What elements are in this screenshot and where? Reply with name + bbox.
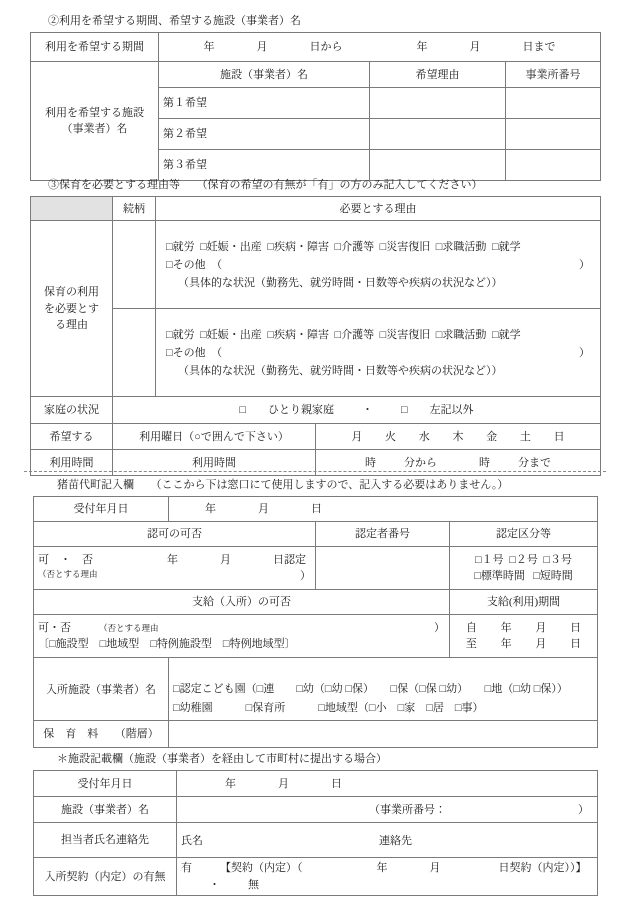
section-3-table: [30, 196, 601, 397]
choice-1-label[interactable]: 第１希望: [159, 88, 370, 119]
weekday-wed[interactable]: 水: [418, 430, 430, 443]
table-row-contact: [34, 823, 598, 858]
facility-receipt-month: 月: [278, 777, 289, 790]
period-year-from-admin: 年: [500, 621, 512, 634]
approval-reason-row: [38, 568, 311, 585]
relation-input-1[interactable]: [113, 221, 156, 309]
dashed-separator: [24, 471, 606, 472]
admitted-facility-line1[interactable]: □認定こども園（□連 □幼（□幼 □保） □保（□保 □幼） □地（□幼 □保））: [173, 683, 568, 696]
checkbox-other-than-left[interactable]: □ 左記以外: [401, 404, 474, 417]
facility-entry-table: [33, 770, 598, 896]
payment-fields[interactable]: [34, 615, 450, 658]
payment-types-row[interactable]: 〔□施設型 □地域型 □特例施設型 □特例地域型〕: [38, 638, 296, 651]
admin-approval-table: [33, 496, 598, 590]
checkbox-class-2[interactable]: □２号: [509, 553, 538, 566]
reason-label-line2: を必要とす: [44, 302, 99, 315]
facility-entry-section: [33, 752, 597, 896]
approval-fields[interactable]: [34, 547, 316, 590]
section-2-caption: ②利用を希望する期間、希望する施設（事業者）名: [48, 15, 301, 27]
certification-class-row1: [454, 552, 593, 569]
period-day-from: 日から: [309, 41, 343, 54]
certification-class-row2: [454, 568, 593, 585]
reason-section-label: [31, 221, 113, 397]
checkbox-pregnancy[interactable]: □妊娠・出産: [200, 240, 262, 253]
reason-other-row-2: [166, 344, 594, 362]
fee-input[interactable]: [169, 720, 598, 747]
admitted-facility-options[interactable]: [169, 658, 598, 720]
contact-phone-label: 連絡先: [379, 835, 412, 848]
facility-label-line2: （事業者）名: [61, 123, 128, 136]
other-paren-close: ）: [579, 258, 590, 271]
certification-class-options[interactable]: [450, 547, 598, 590]
checkbox-nursing-care[interactable]: □介護等: [334, 240, 375, 253]
period-marker-from: 自: [465, 621, 477, 634]
choice-1-office-number[interactable]: [506, 88, 601, 119]
payment-reason-close: ）: [434, 621, 445, 634]
header-facility-name: 施設（事業者）名: [159, 62, 370, 88]
desired-time-label-line2: 利用時間: [31, 450, 113, 476]
payment-yes-no-row: [38, 620, 445, 637]
payment-reason-label: （否とする理由: [99, 622, 159, 633]
admin-receipt-date-fields[interactable]: [169, 497, 598, 522]
checkbox-schooling[interactable]: □就学: [491, 240, 521, 253]
facility-office-number-row: [181, 802, 593, 819]
admin-caption: 猪苗代町記入欄 （ここから下は窓口にて使用しますので、記入する必要はありません。）: [57, 479, 509, 491]
reason-note-1: （具体的な状況（勤務先、就労時間・日数等や疾病の状況など））: [178, 276, 503, 289]
table-row-reason-2: [31, 309, 601, 397]
choice-3-office-number[interactable]: [506, 150, 601, 181]
reason-checkbox-group-1: [160, 235, 596, 295]
facility-receipt-date-label: 受付年月日: [34, 771, 177, 797]
table-row-family-status: [31, 397, 601, 424]
table-row-admin-headers: [34, 522, 598, 547]
contract-yes[interactable]: 有: [181, 862, 192, 875]
period-day-to-admin: 日: [570, 638, 582, 651]
facility-receipt-day: 日: [331, 777, 342, 790]
checkbox-disaster-recovery[interactable]: □災害復旧: [379, 240, 431, 253]
contact-name-label: 氏名: [181, 835, 203, 848]
table-row-payment-headers: [34, 590, 598, 615]
fee-label: 保 育 料 （階層）: [34, 720, 169, 747]
period-month-from: 月: [256, 41, 268, 54]
contract-bracket-close: 日契約（内定））】: [498, 862, 587, 875]
checkbox-class-3[interactable]: □３号: [543, 553, 572, 566]
weekday-fri[interactable]: 金: [486, 430, 498, 443]
period-month-from-admin: 月: [535, 621, 547, 634]
family-status-label: 家庭の状況: [31, 397, 113, 424]
checkbox-other-2[interactable]: □その他 （: [166, 346, 223, 359]
table-row-reason-1: [31, 221, 601, 309]
facility-name-label: 施設（事業者）名: [34, 797, 177, 823]
checkbox-standard-time[interactable]: □標準時間: [474, 570, 525, 583]
facility-entry-caption: ＊施設記載欄（施設（事業者）を経由して市町村に提出する場合）: [57, 753, 387, 765]
checkbox-illness[interactable]: □疾病・障害: [267, 240, 329, 253]
checkbox-illness-2[interactable]: □疾病・障害: [267, 328, 329, 341]
facility-label: [31, 62, 159, 181]
checkbox-job-seeking-2[interactable]: □求職活動: [435, 328, 487, 341]
contract-label: 入所契約（内定）の有無: [34, 858, 177, 896]
checkbox-disaster-recovery-2[interactable]: □災害復旧: [379, 328, 431, 341]
admin-receipt-year: 年: [205, 503, 216, 516]
contract-no[interactable]: 無: [248, 878, 259, 891]
reason-label-line1: 保育の利用: [44, 286, 99, 299]
weekday-sat[interactable]: 土: [519, 430, 531, 443]
checkbox-other[interactable]: □その他 （: [166, 258, 223, 271]
weekday-sun[interactable]: 日: [553, 430, 565, 443]
facility-office-number-close: ）: [578, 803, 589, 816]
choice-1-reason[interactable]: [370, 88, 506, 119]
checkbox-work[interactable]: □就労: [166, 240, 195, 253]
weekday-options[interactable]: [316, 424, 601, 450]
checkbox-class-1[interactable]: □１号: [475, 553, 504, 566]
approval-yes-no-row: [38, 552, 311, 569]
payment-period-row-to: [454, 636, 593, 653]
payment-period-row-from: [454, 620, 593, 637]
approval-reason-label: （否とする理由: [38, 569, 98, 580]
admin-section: [33, 478, 597, 748]
reason-other-row-1: [166, 256, 594, 274]
period-month-to: 月: [469, 41, 481, 54]
period-day-to: 日まで: [522, 41, 556, 54]
period-year-to-admin: 年: [500, 638, 512, 651]
weekday-list: [320, 429, 596, 446]
checkbox-single-parent[interactable]: □ ひとり親家庭: [239, 404, 334, 417]
period-label: 利用を希望する期間: [31, 33, 159, 62]
checkbox-job-seeking[interactable]: □求職活動: [435, 240, 487, 253]
period-year-from: 年: [203, 41, 215, 54]
reason-checkbox-row-1[interactable]: [166, 238, 594, 256]
contract-separator: ・: [209, 878, 220, 891]
facility-office-number-prefix: （事業所番号：: [369, 803, 446, 816]
approval-month: 月: [220, 553, 231, 566]
period-year-to: 年: [416, 41, 428, 54]
table-row-facility-receipt-date: [34, 771, 598, 797]
contract-fields[interactable]: [177, 858, 598, 896]
certifier-number-input[interactable]: [316, 547, 450, 590]
payment-yes-no[interactable]: 可・否: [38, 621, 71, 634]
facility-receipt-year: 年: [225, 777, 236, 790]
header-reason: 希望理由: [370, 62, 506, 88]
reason-checkbox-group-2: [160, 323, 596, 383]
checkbox-nursing-care-2[interactable]: □介護等: [334, 328, 375, 341]
choice-2-reason[interactable]: [370, 119, 506, 150]
admin-payment-table: [33, 589, 598, 658]
admin-facility-table: [33, 657, 598, 747]
other-paren-close-2: ）: [579, 346, 590, 359]
time-hour-to: 時: [479, 456, 490, 469]
period-day-from-admin: 日: [570, 621, 582, 634]
reason-block-2: [156, 309, 601, 397]
reason-note-2: （具体的な状況（勤務先、就労時間・日数等や疾病の状況など））: [178, 364, 503, 377]
checkbox-pregnancy-2[interactable]: □妊娠・出産: [200, 328, 262, 341]
payment-yes-no-group: [38, 620, 159, 637]
table-row-admin-receipt-date: [34, 497, 598, 522]
header-office-number: 事業所番号: [506, 62, 601, 88]
weekday-mon[interactable]: 月: [351, 430, 363, 443]
family-status-options[interactable]: [113, 397, 601, 424]
section-2-table: [30, 32, 601, 181]
admin-receipt-month: 月: [258, 503, 269, 516]
family-status-separator: ・: [362, 404, 373, 417]
weekday-label: 利用曜日（○で囲んで下さい）: [113, 424, 316, 450]
approval-day-certified: 日認定: [273, 553, 306, 566]
period-marker-to: 至: [465, 638, 477, 651]
table-row-facility-headers: [31, 62, 601, 88]
time-minute-from: 分から: [404, 456, 437, 469]
reason-label-line3: る理由: [55, 319, 88, 332]
table-row-weekday: [31, 424, 601, 450]
family-and-time-table: [30, 396, 601, 476]
choice-2-office-number[interactable]: [506, 119, 601, 150]
certifier-number-header: 認定者番号: [316, 522, 450, 547]
weekday-thu[interactable]: 木: [452, 430, 464, 443]
payment-header: 支給（入所）の可否: [34, 590, 450, 615]
admitted-facility-label: 入所施設（事業者）名: [34, 658, 169, 720]
payment-period-header: 支給(利用)期間: [450, 590, 598, 615]
table-row-admin-approval: [34, 547, 598, 590]
approval-header: 認可の可否: [34, 522, 316, 547]
header-reason-required: 必要とする理由: [156, 197, 601, 221]
contact-fields[interactable]: [177, 823, 598, 858]
admin-receipt-date-label: 受付年月日: [34, 497, 169, 522]
facility-name-fields[interactable]: [177, 797, 598, 823]
choice-2-label[interactable]: 第２希望: [159, 119, 370, 150]
certification-class-header: 認定区分等: [450, 522, 598, 547]
payment-period-fields[interactable]: [450, 615, 598, 658]
table-row-reason-headers: [31, 197, 601, 221]
desired-time-label-line1: 希望する: [31, 424, 113, 450]
table-row-period: [31, 33, 601, 62]
contract-month: 月: [429, 862, 441, 875]
facility-receipt-date-fields[interactable]: [177, 771, 598, 797]
checkbox-schooling-2[interactable]: □就学: [491, 328, 521, 341]
choice-3-label[interactable]: 第３希望: [159, 150, 370, 181]
checkbox-short-time[interactable]: □短時間: [533, 570, 573, 583]
contact-label: 担当者氏名連絡先: [34, 823, 177, 858]
admitted-facility-line2[interactable]: □幼稚園 □保育所 □地域型（□小 □家 □居 □事）: [173, 702, 484, 715]
time-label: 利用時間: [113, 450, 316, 476]
admin-receipt-day: 日: [311, 503, 322, 516]
choice-3-reason[interactable]: [370, 150, 506, 181]
section-3-caption: ③保育を必要とする理由等 （保育の希望の有無が「有」の方のみ記入してください）: [48, 179, 483, 191]
approval-yes-no[interactable]: 可 ・ 否: [38, 553, 93, 566]
table-row-contract: [34, 858, 598, 896]
table-row-fee: [34, 720, 598, 747]
time-hour-from: 時: [365, 456, 376, 469]
header-relation: 続柄: [113, 197, 156, 221]
section-3: [30, 178, 600, 476]
section-2: [30, 14, 600, 181]
relation-input-2[interactable]: [113, 309, 156, 397]
approval-reason-close: ）: [300, 570, 311, 583]
reason-block-1: [156, 221, 601, 309]
table-row-payment-fields: [34, 615, 598, 658]
period-month-to-admin: 月: [535, 638, 547, 651]
contract-year: 年: [376, 862, 388, 875]
period-fields[interactable]: [159, 33, 601, 62]
reason-checkbox-row-2[interactable]: [166, 326, 594, 344]
time-minute-to: 分まで: [518, 456, 551, 469]
table-row-admitted-facility: [34, 658, 598, 720]
approval-year: 年: [167, 553, 178, 566]
checkbox-work-2[interactable]: □就労: [166, 328, 195, 341]
table-row-facility-name: [34, 797, 598, 823]
facility-label-line1: 利用を希望する施設: [45, 106, 144, 119]
contract-bracket-open: 【契約（内定）（: [220, 862, 303, 875]
reason-label-spacer: [31, 197, 113, 221]
weekday-tue[interactable]: 火: [385, 430, 397, 443]
